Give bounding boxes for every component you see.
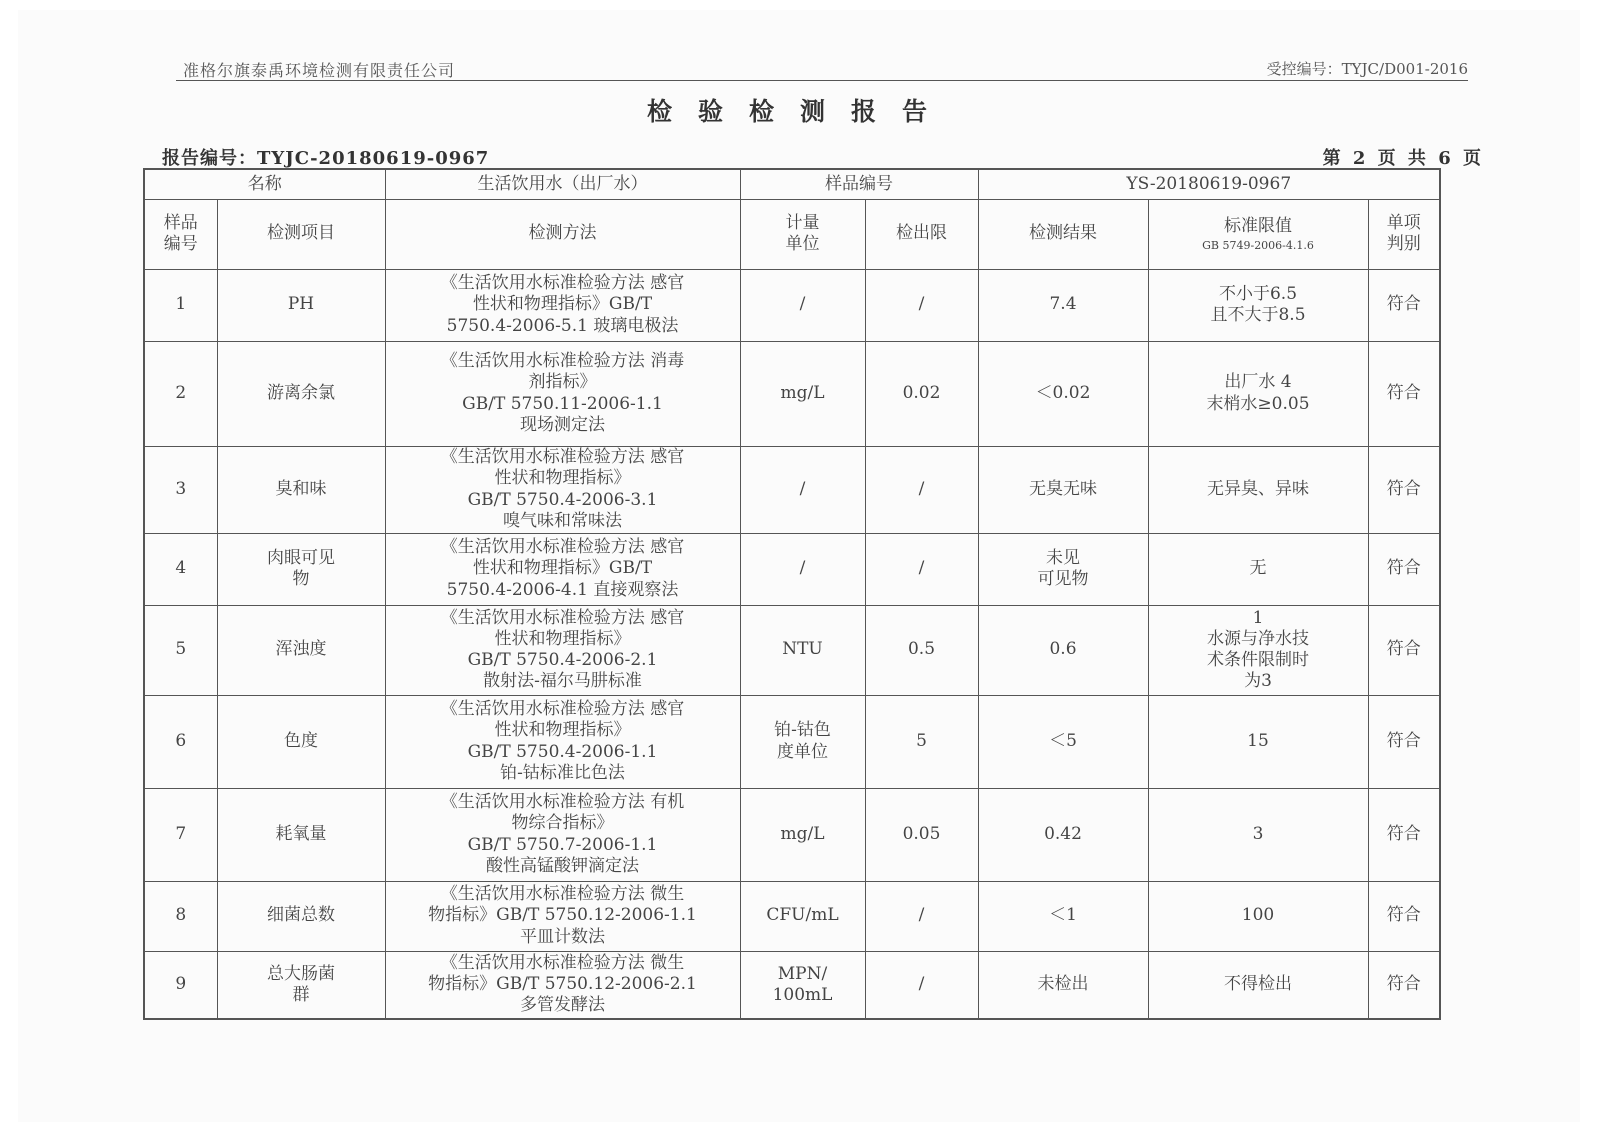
cell-unit-line: / — [799, 558, 806, 579]
cell-method-line: 性状和物理指标》 — [494, 720, 631, 741]
cell-judge: 符合 — [1368, 605, 1440, 695]
cell-unit-line: mg/L — [780, 382, 825, 403]
control-number: 受控编号：TYJC/D001-2016 — [1266, 60, 1468, 78]
cell-unit — [740, 951, 865, 1019]
cell-method-line: 多管发酵法 — [520, 995, 605, 1016]
cell-limit: / — [865, 533, 978, 605]
col-item: 检测项目 — [217, 199, 385, 269]
cell-method — [385, 269, 740, 341]
cell-result-line: ＜0.02 — [1035, 382, 1091, 403]
cell-judge: 符合 — [1368, 695, 1440, 788]
table-row — [144, 269, 1440, 341]
cell-method-line: 性状和物理指标》GB/T — [472, 294, 653, 315]
header-divider — [176, 80, 1468, 81]
cell-sample-no: 5 — [144, 605, 217, 695]
cell-method-line: 酸性高锰酸钾滴定法 — [486, 855, 639, 876]
cell-unit — [740, 695, 865, 788]
sample-name-value: 生活饮用水（出厂水） — [385, 169, 740, 199]
cell-method-line: 物指标》GB/T 5750.12-2006-1.1 — [428, 905, 697, 926]
cell-standard — [1148, 605, 1368, 695]
cell-standard-line: 出厂水 4 — [1224, 372, 1292, 393]
cell-method-line: 现场测定法 — [520, 414, 605, 435]
cell-method-line: GB/T 5750.4-2006-3.1 — [467, 489, 658, 510]
cell-result — [978, 695, 1148, 788]
cell-item — [217, 788, 385, 881]
results-table — [143, 168, 1441, 1020]
cell-item — [217, 446, 385, 533]
cell-method-line: 性状和物理指标》 — [494, 628, 631, 649]
cell-method-line: 物指标》GB/T 5750.12-2006-2.1 — [428, 974, 697, 995]
table-row — [144, 605, 1440, 695]
cell-method-line: 《生活饮用水标准检验方法 感官 — [440, 447, 685, 467]
cell-sample-no: 4 — [144, 533, 217, 605]
cell-method-line: 《生活饮用水标准检验方法 消毒 — [440, 351, 685, 371]
cell-method-line: GB/T 5750.4-2006-2.1 — [467, 650, 658, 670]
cell-standard-line: 无异臭、异味 — [1207, 478, 1309, 499]
cell-standard-line: 为3 — [1244, 671, 1272, 692]
cell-result — [978, 881, 1148, 951]
col-limit: 检出限 — [865, 199, 978, 269]
cell-sample-no: 8 — [144, 881, 217, 951]
sample-name-label: 名称 — [144, 169, 385, 199]
cell-item — [217, 269, 385, 341]
cell-item-line: 游离余氯 — [267, 382, 335, 403]
cell-item-line: 耗氧量 — [275, 823, 327, 844]
cell-method — [385, 788, 740, 881]
cell-standard — [1148, 269, 1368, 341]
table-row — [144, 695, 1440, 788]
cell-standard-line: 15 — [1247, 730, 1269, 751]
cell-method-line: GB/T 5750.11-2006-1.1 — [462, 393, 663, 414]
table-row — [144, 881, 1440, 951]
cell-item-line: PH — [287, 294, 315, 315]
cell-standard-line: 100 — [1241, 905, 1275, 926]
col-unit-line: 单位 — [785, 234, 820, 254]
cell-unit — [740, 881, 865, 951]
cell-method — [385, 605, 740, 695]
table-row — [144, 951, 1440, 1019]
cell-unit — [740, 788, 865, 881]
cell-sample-no: 3 — [144, 446, 217, 533]
cell-result-line: ＜1 — [1049, 905, 1077, 926]
cell-standard — [1148, 341, 1368, 446]
cell-limit: 0.5 — [865, 605, 978, 695]
cell-result-line: 可见物 — [1037, 569, 1089, 589]
table-row — [144, 788, 1440, 881]
cell-method-line: 5750.4-2006-5.1 玻璃电极法 — [446, 315, 679, 336]
cell-judge: 符合 — [1368, 341, 1440, 446]
cell-standard-line: 3 — [1252, 823, 1264, 844]
cell-standard — [1148, 788, 1368, 881]
sample-no-value: YS-20180619-0967 — [978, 169, 1440, 199]
cell-item-line: 肉眼可见 — [267, 547, 335, 568]
cell-unit-line: 100mL — [772, 984, 833, 1005]
page-number: 第 2 页 共 6 页 — [1322, 148, 1484, 169]
cell-method-line: 散射法-福尔马肼标准 — [483, 671, 642, 692]
col-sample-no — [144, 199, 217, 269]
cell-limit: / — [865, 951, 978, 1019]
col-result: 检测结果 — [978, 199, 1148, 269]
col-sample-no-line: 样品 — [163, 212, 198, 233]
col-standard-title: 标准限值 — [1224, 215, 1292, 236]
cell-result-line: 0.6 — [1049, 639, 1077, 660]
cell-method-line: 嗅气味和常味法 — [503, 510, 622, 531]
cell-method — [385, 695, 740, 788]
cell-standard — [1148, 533, 1368, 605]
cell-judge: 符合 — [1368, 269, 1440, 341]
cell-method — [385, 341, 740, 446]
cell-unit-line: / — [799, 294, 806, 315]
cell-unit-line: MPN/ — [777, 963, 828, 984]
cell-sample-no: 2 — [144, 341, 217, 446]
cell-item-line: 细菌总数 — [267, 905, 335, 926]
cell-method-line: 《生活饮用水标准检验方法 有机 — [440, 792, 685, 812]
cell-unit — [740, 341, 865, 446]
cell-standard-line: 无 — [1249, 558, 1267, 579]
report-number: 报告编号：TYJC-20180619-0967 — [162, 148, 490, 169]
cell-judge: 符合 — [1368, 881, 1440, 951]
cell-item-line: 色度 — [284, 730, 318, 751]
cell-sample-no: 9 — [144, 951, 217, 1019]
cell-judge: 符合 — [1368, 446, 1440, 533]
cell-result-line: 未见 — [1046, 547, 1080, 568]
cell-standard-line: 末梢水≥0.05 — [1206, 393, 1310, 414]
cell-method — [385, 446, 740, 533]
cell-limit: / — [865, 446, 978, 533]
cell-method-line: 铂-钴标准比色法 — [500, 762, 625, 783]
cell-method-line: 《生活饮用水标准检验方法 感官 — [440, 537, 685, 558]
cell-method-line: 平皿计数法 — [520, 926, 605, 947]
cell-limit: / — [865, 269, 978, 341]
col-judge-line: 单项 — [1386, 212, 1421, 233]
cell-method-line: 剂指标》 — [528, 372, 597, 393]
cell-limit: 0.02 — [865, 341, 978, 446]
cell-standard-line: 水源与净水技 — [1207, 628, 1309, 649]
cell-method — [385, 881, 740, 951]
table-row — [144, 446, 1440, 533]
cell-unit — [740, 605, 865, 695]
cell-item — [217, 533, 385, 605]
cell-item-line: 浑浊度 — [275, 639, 327, 660]
cell-unit — [740, 533, 865, 605]
cell-sample-no: 7 — [144, 788, 217, 881]
cell-result-line: 0.42 — [1044, 823, 1082, 844]
cell-method-line: 性状和物理指标》 — [494, 468, 631, 489]
cell-standard-line: 不得检出 — [1224, 974, 1292, 995]
cell-limit: 0.05 — [865, 788, 978, 881]
cell-limit: / — [865, 881, 978, 951]
cell-method — [385, 951, 740, 1019]
cell-unit-line: CFU/mL — [766, 905, 839, 926]
cell-item-line: 物 — [292, 569, 310, 589]
cell-result — [978, 341, 1148, 446]
cell-standard — [1148, 881, 1368, 951]
cell-standard — [1148, 446, 1368, 533]
cell-method-line: GB/T 5750.4-2006-1.1 — [467, 741, 658, 762]
report-title: 检验检测报告 — [646, 97, 953, 126]
cell-result — [978, 269, 1148, 341]
cell-item — [217, 341, 385, 446]
cell-method-line: 物综合指标》 — [511, 813, 614, 834]
cell-unit-line: mg/L — [780, 823, 825, 844]
cell-item — [217, 881, 385, 951]
cell-result-line: ＜5 — [1049, 730, 1077, 751]
cell-method-line: 《生活饮用水标准检验方法 感官 — [440, 273, 685, 294]
cell-result — [978, 951, 1148, 1019]
cell-judge: 符合 — [1368, 788, 1440, 881]
sample-no-label: 样品编号 — [740, 169, 978, 199]
cell-method-line: 《生活饮用水标准检验方法 微生 — [440, 952, 685, 973]
col-unit — [740, 199, 865, 269]
cell-standard-line: 术条件限制时 — [1207, 650, 1309, 670]
cell-method-line: GB/T 5750.7-2006-1.1 — [467, 834, 658, 855]
cell-method-line: 《生活饮用水标准检验方法 微生 — [440, 884, 685, 905]
cell-unit — [740, 446, 865, 533]
cell-limit: 5 — [865, 695, 978, 788]
table-row — [144, 341, 1440, 446]
cell-result — [978, 788, 1148, 881]
cell-item — [217, 951, 385, 1019]
cell-item-line: 总大肠菌 — [267, 963, 335, 984]
cell-standard-line: 不小于6.5 — [1218, 283, 1298, 304]
cell-result-line: 无臭无味 — [1029, 478, 1097, 499]
cell-judge: 符合 — [1368, 533, 1440, 605]
cell-standard-line: 且不大于8.5 — [1210, 305, 1306, 325]
cell-result — [978, 446, 1148, 533]
col-judge-line: 判别 — [1386, 234, 1421, 254]
col-standard — [1148, 199, 1368, 269]
cell-unit — [740, 269, 865, 341]
cell-standard-line: 1 — [1252, 607, 1264, 628]
cell-sample-no: 6 — [144, 695, 217, 788]
cell-unit-line: / — [799, 478, 806, 499]
cell-method-line: 性状和物理指标》GB/T — [472, 558, 653, 579]
cell-item — [217, 605, 385, 695]
company-name: 准格尔旗泰禹环境检测有限责任公司 — [183, 61, 456, 80]
cell-method-line: 《生活饮用水标准检验方法 感官 — [440, 607, 685, 628]
col-sample-no-line: 编号 — [163, 234, 198, 254]
cell-unit-line: 度单位 — [777, 741, 828, 762]
cell-result-line: 7.4 — [1049, 294, 1077, 315]
cell-unit-line: NTU — [782, 639, 823, 660]
cell-judge: 符合 — [1368, 951, 1440, 1019]
col-standard-ref: GB 5749-2006-4.1.6 — [1202, 238, 1314, 252]
cell-item-line: 臭和味 — [275, 478, 327, 499]
cell-item — [217, 695, 385, 788]
column-header-row — [144, 199, 1440, 269]
cell-standard — [1148, 695, 1368, 788]
cell-result — [978, 605, 1148, 695]
cell-method-line: 《生活饮用水标准检验方法 感官 — [440, 699, 685, 719]
cell-method-line: 5750.4-2006-4.1 直接观察法 — [446, 579, 679, 600]
col-method: 检测方法 — [385, 199, 740, 269]
cell-standard — [1148, 951, 1368, 1019]
cell-result-line: 未检出 — [1037, 974, 1089, 995]
sample-info-row — [144, 169, 1440, 199]
cell-item-line: 群 — [292, 984, 310, 1005]
cell-result — [978, 533, 1148, 605]
table-row — [144, 533, 1440, 605]
cell-sample-no: 1 — [144, 269, 217, 341]
cell-method — [385, 533, 740, 605]
col-judge — [1368, 199, 1440, 269]
cell-unit-line: 铂-钴色 — [774, 720, 831, 741]
col-unit-line: 计量 — [785, 212, 820, 233]
